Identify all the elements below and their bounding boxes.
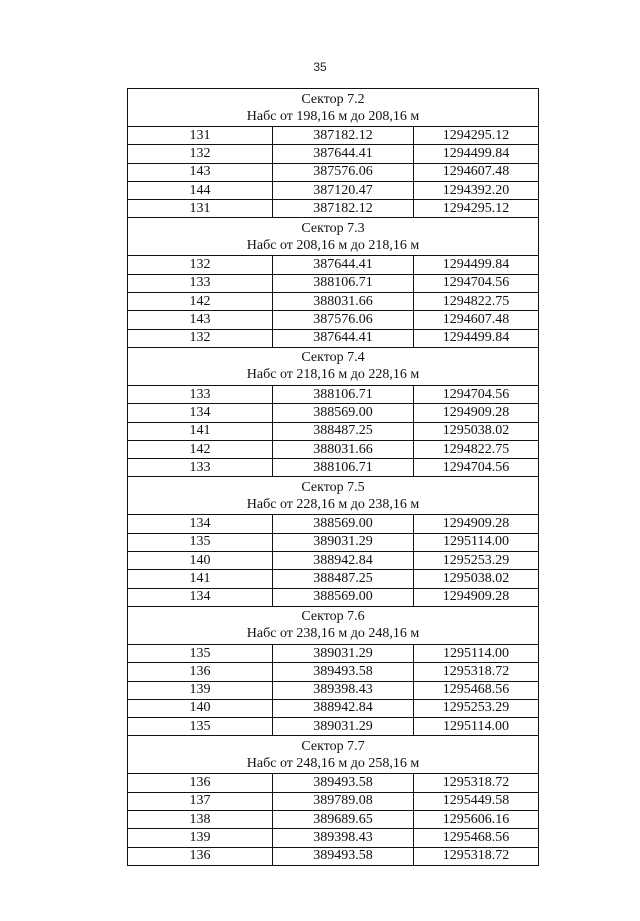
x-coordinate-cell: 388569.00	[273, 515, 414, 533]
x-coordinate-cell: 388487.25	[273, 570, 414, 588]
x-coordinate-cell: 388106.71	[273, 459, 414, 477]
sector-title: Сектор 7.2	[301, 91, 365, 107]
point-number-cell: 136	[128, 663, 273, 681]
point-number-cell: 131	[128, 127, 273, 145]
point-number-cell: 133	[128, 274, 273, 292]
table-row	[128, 533, 539, 551]
x-coordinate-cell: 389493.58	[273, 663, 414, 681]
sector-elevation-range: Набс от 248,16 м до 258,16 м	[246, 755, 420, 771]
sector-title: Сектор 7.7	[301, 738, 365, 754]
point-number-cell: 141	[128, 422, 273, 440]
x-coordinate-cell: 387182.12	[273, 127, 414, 145]
x-coordinate-cell: 387644.41	[273, 256, 414, 274]
point-number-cell: 138	[128, 811, 273, 829]
x-coordinate-cell: 387576.06	[273, 163, 414, 181]
y-coordinate-cell: 1294909.28	[414, 588, 539, 606]
table-row	[128, 422, 539, 440]
sector-header-row	[128, 89, 539, 127]
table-row	[128, 256, 539, 274]
table-row	[128, 293, 539, 311]
point-number-cell: 134	[128, 404, 273, 422]
table-row	[128, 588, 539, 606]
table-row	[128, 718, 539, 736]
x-coordinate-cell: 389789.08	[273, 792, 414, 810]
x-coordinate-cell: 388487.25	[273, 422, 414, 440]
x-coordinate-cell: 389031.29	[273, 644, 414, 662]
y-coordinate-cell: 1294704.56	[414, 274, 539, 292]
x-coordinate-cell: 388106.71	[273, 274, 414, 292]
x-coordinate-cell: 388942.84	[273, 699, 414, 717]
table-row	[128, 385, 539, 403]
x-coordinate-cell: 389031.29	[273, 718, 414, 736]
y-coordinate-cell: 1294607.48	[414, 163, 539, 181]
x-coordinate-cell: 389031.29	[273, 533, 414, 551]
sector-header-cell	[128, 218, 539, 256]
table-row	[128, 774, 539, 792]
y-coordinate-cell: 1295114.00	[414, 644, 539, 662]
point-number-cell: 135	[128, 718, 273, 736]
x-coordinate-cell: 387182.12	[273, 200, 414, 218]
table-row	[128, 127, 539, 145]
point-number-cell: 140	[128, 552, 273, 570]
x-coordinate-cell: 388031.66	[273, 440, 414, 458]
sector-title: Сектор 7.5	[301, 479, 365, 495]
table-row	[128, 329, 539, 347]
point-number-cell: 140	[128, 699, 273, 717]
page-number: 35	[313, 60, 327, 74]
sector-elevation-range: Набс от 218,16 м до 228,16 м	[246, 367, 420, 383]
y-coordinate-cell: 1295468.56	[414, 829, 539, 847]
y-coordinate-cell: 1295468.56	[414, 681, 539, 699]
table-row	[128, 847, 539, 865]
y-coordinate-cell: 1295606.16	[414, 811, 539, 829]
point-number-cell: 139	[128, 681, 273, 699]
table-row	[128, 274, 539, 292]
table-row	[128, 811, 539, 829]
table-row	[128, 681, 539, 699]
point-number-cell: 141	[128, 570, 273, 588]
point-number-cell: 135	[128, 644, 273, 662]
point-number-cell: 139	[128, 829, 273, 847]
y-coordinate-cell: 1295318.72	[414, 663, 539, 681]
table-row	[128, 570, 539, 588]
x-coordinate-cell: 388942.84	[273, 552, 414, 570]
point-number-cell: 132	[128, 256, 273, 274]
sector-header-cell	[128, 606, 539, 644]
table-row	[128, 792, 539, 810]
table-row	[128, 459, 539, 477]
x-coordinate-cell: 387576.06	[273, 311, 414, 329]
table-row	[128, 515, 539, 533]
y-coordinate-cell: 1294295.12	[414, 127, 539, 145]
x-coordinate-cell: 389493.58	[273, 847, 414, 865]
y-coordinate-cell: 1294822.75	[414, 293, 539, 311]
table-row	[128, 552, 539, 570]
point-number-cell: 136	[128, 774, 273, 792]
y-coordinate-cell: 1294499.84	[414, 256, 539, 274]
y-coordinate-cell: 1294704.56	[414, 385, 539, 403]
point-number-cell: 132	[128, 329, 273, 347]
point-number-cell: 142	[128, 440, 273, 458]
coordinates-table-body	[128, 89, 539, 866]
sector-header-cell	[128, 347, 539, 385]
x-coordinate-cell: 389398.43	[273, 681, 414, 699]
x-coordinate-cell: 388106.71	[273, 385, 414, 403]
point-number-cell: 131	[128, 200, 273, 218]
y-coordinate-cell: 1294704.56	[414, 459, 539, 477]
table-row	[128, 181, 539, 199]
y-coordinate-cell: 1295318.72	[414, 774, 539, 792]
x-coordinate-cell: 387120.47	[273, 181, 414, 199]
y-coordinate-cell: 1294499.84	[414, 329, 539, 347]
table-row	[128, 404, 539, 422]
sector-header-row	[128, 218, 539, 256]
sector-header-row	[128, 736, 539, 774]
y-coordinate-cell: 1295038.02	[414, 422, 539, 440]
table-row	[128, 440, 539, 458]
table-row	[128, 644, 539, 662]
point-number-cell: 133	[128, 459, 273, 477]
x-coordinate-cell: 388569.00	[273, 588, 414, 606]
sector-title: Сектор 7.3	[301, 220, 365, 236]
point-number-cell: 144	[128, 181, 273, 199]
sector-elevation-range: Набс от 198,16 м до 208,16 м	[246, 108, 420, 124]
point-number-cell: 134	[128, 515, 273, 533]
point-number-cell: 132	[128, 145, 273, 163]
sector-header-cell	[128, 736, 539, 774]
x-coordinate-cell: 389689.65	[273, 811, 414, 829]
x-coordinate-cell: 389493.58	[273, 774, 414, 792]
point-number-cell: 137	[128, 792, 273, 810]
y-coordinate-cell: 1295114.00	[414, 533, 539, 551]
sector-elevation-range: Набс от 208,16 м до 218,16 м	[246, 237, 420, 253]
table-row	[128, 200, 539, 218]
point-number-cell: 142	[128, 293, 273, 311]
sector-header-cell	[128, 89, 539, 127]
y-coordinate-cell: 1295253.29	[414, 699, 539, 717]
y-coordinate-cell: 1294909.28	[414, 404, 539, 422]
point-number-cell: 143	[128, 311, 273, 329]
table-row	[128, 145, 539, 163]
y-coordinate-cell: 1294607.48	[414, 311, 539, 329]
coordinates-table	[127, 88, 539, 866]
table-row	[128, 311, 539, 329]
table-row	[128, 699, 539, 717]
sector-elevation-range: Набс от 238,16 м до 248,16 м	[246, 626, 420, 642]
point-number-cell: 136	[128, 847, 273, 865]
sector-header-row	[128, 347, 539, 385]
y-coordinate-cell: 1295253.29	[414, 552, 539, 570]
y-coordinate-cell: 1295038.02	[414, 570, 539, 588]
table-row	[128, 663, 539, 681]
y-coordinate-cell: 1294909.28	[414, 515, 539, 533]
point-number-cell: 143	[128, 163, 273, 181]
table-row	[128, 829, 539, 847]
point-number-cell: 134	[128, 588, 273, 606]
x-coordinate-cell: 387644.41	[273, 329, 414, 347]
x-coordinate-cell: 389398.43	[273, 829, 414, 847]
point-number-cell: 133	[128, 385, 273, 403]
y-coordinate-cell: 1294822.75	[414, 440, 539, 458]
sector-header-row	[128, 477, 539, 515]
y-coordinate-cell: 1295449.58	[414, 792, 539, 810]
sector-title: Сектор 7.4	[301, 350, 365, 366]
table-row	[128, 163, 539, 181]
y-coordinate-cell: 1294295.12	[414, 200, 539, 218]
y-coordinate-cell: 1294392.20	[414, 181, 539, 199]
sector-title: Сектор 7.6	[301, 609, 365, 625]
point-number-cell: 135	[128, 533, 273, 551]
y-coordinate-cell: 1295114.00	[414, 718, 539, 736]
x-coordinate-cell: 388569.00	[273, 404, 414, 422]
sector-header-cell	[128, 477, 539, 515]
y-coordinate-cell: 1294499.84	[414, 145, 539, 163]
sector-elevation-range: Набс от 228,16 м до 238,16 м	[246, 496, 420, 512]
y-coordinate-cell: 1295318.72	[414, 847, 539, 865]
sector-header-row	[128, 606, 539, 644]
x-coordinate-cell: 387644.41	[273, 145, 414, 163]
x-coordinate-cell: 388031.66	[273, 293, 414, 311]
